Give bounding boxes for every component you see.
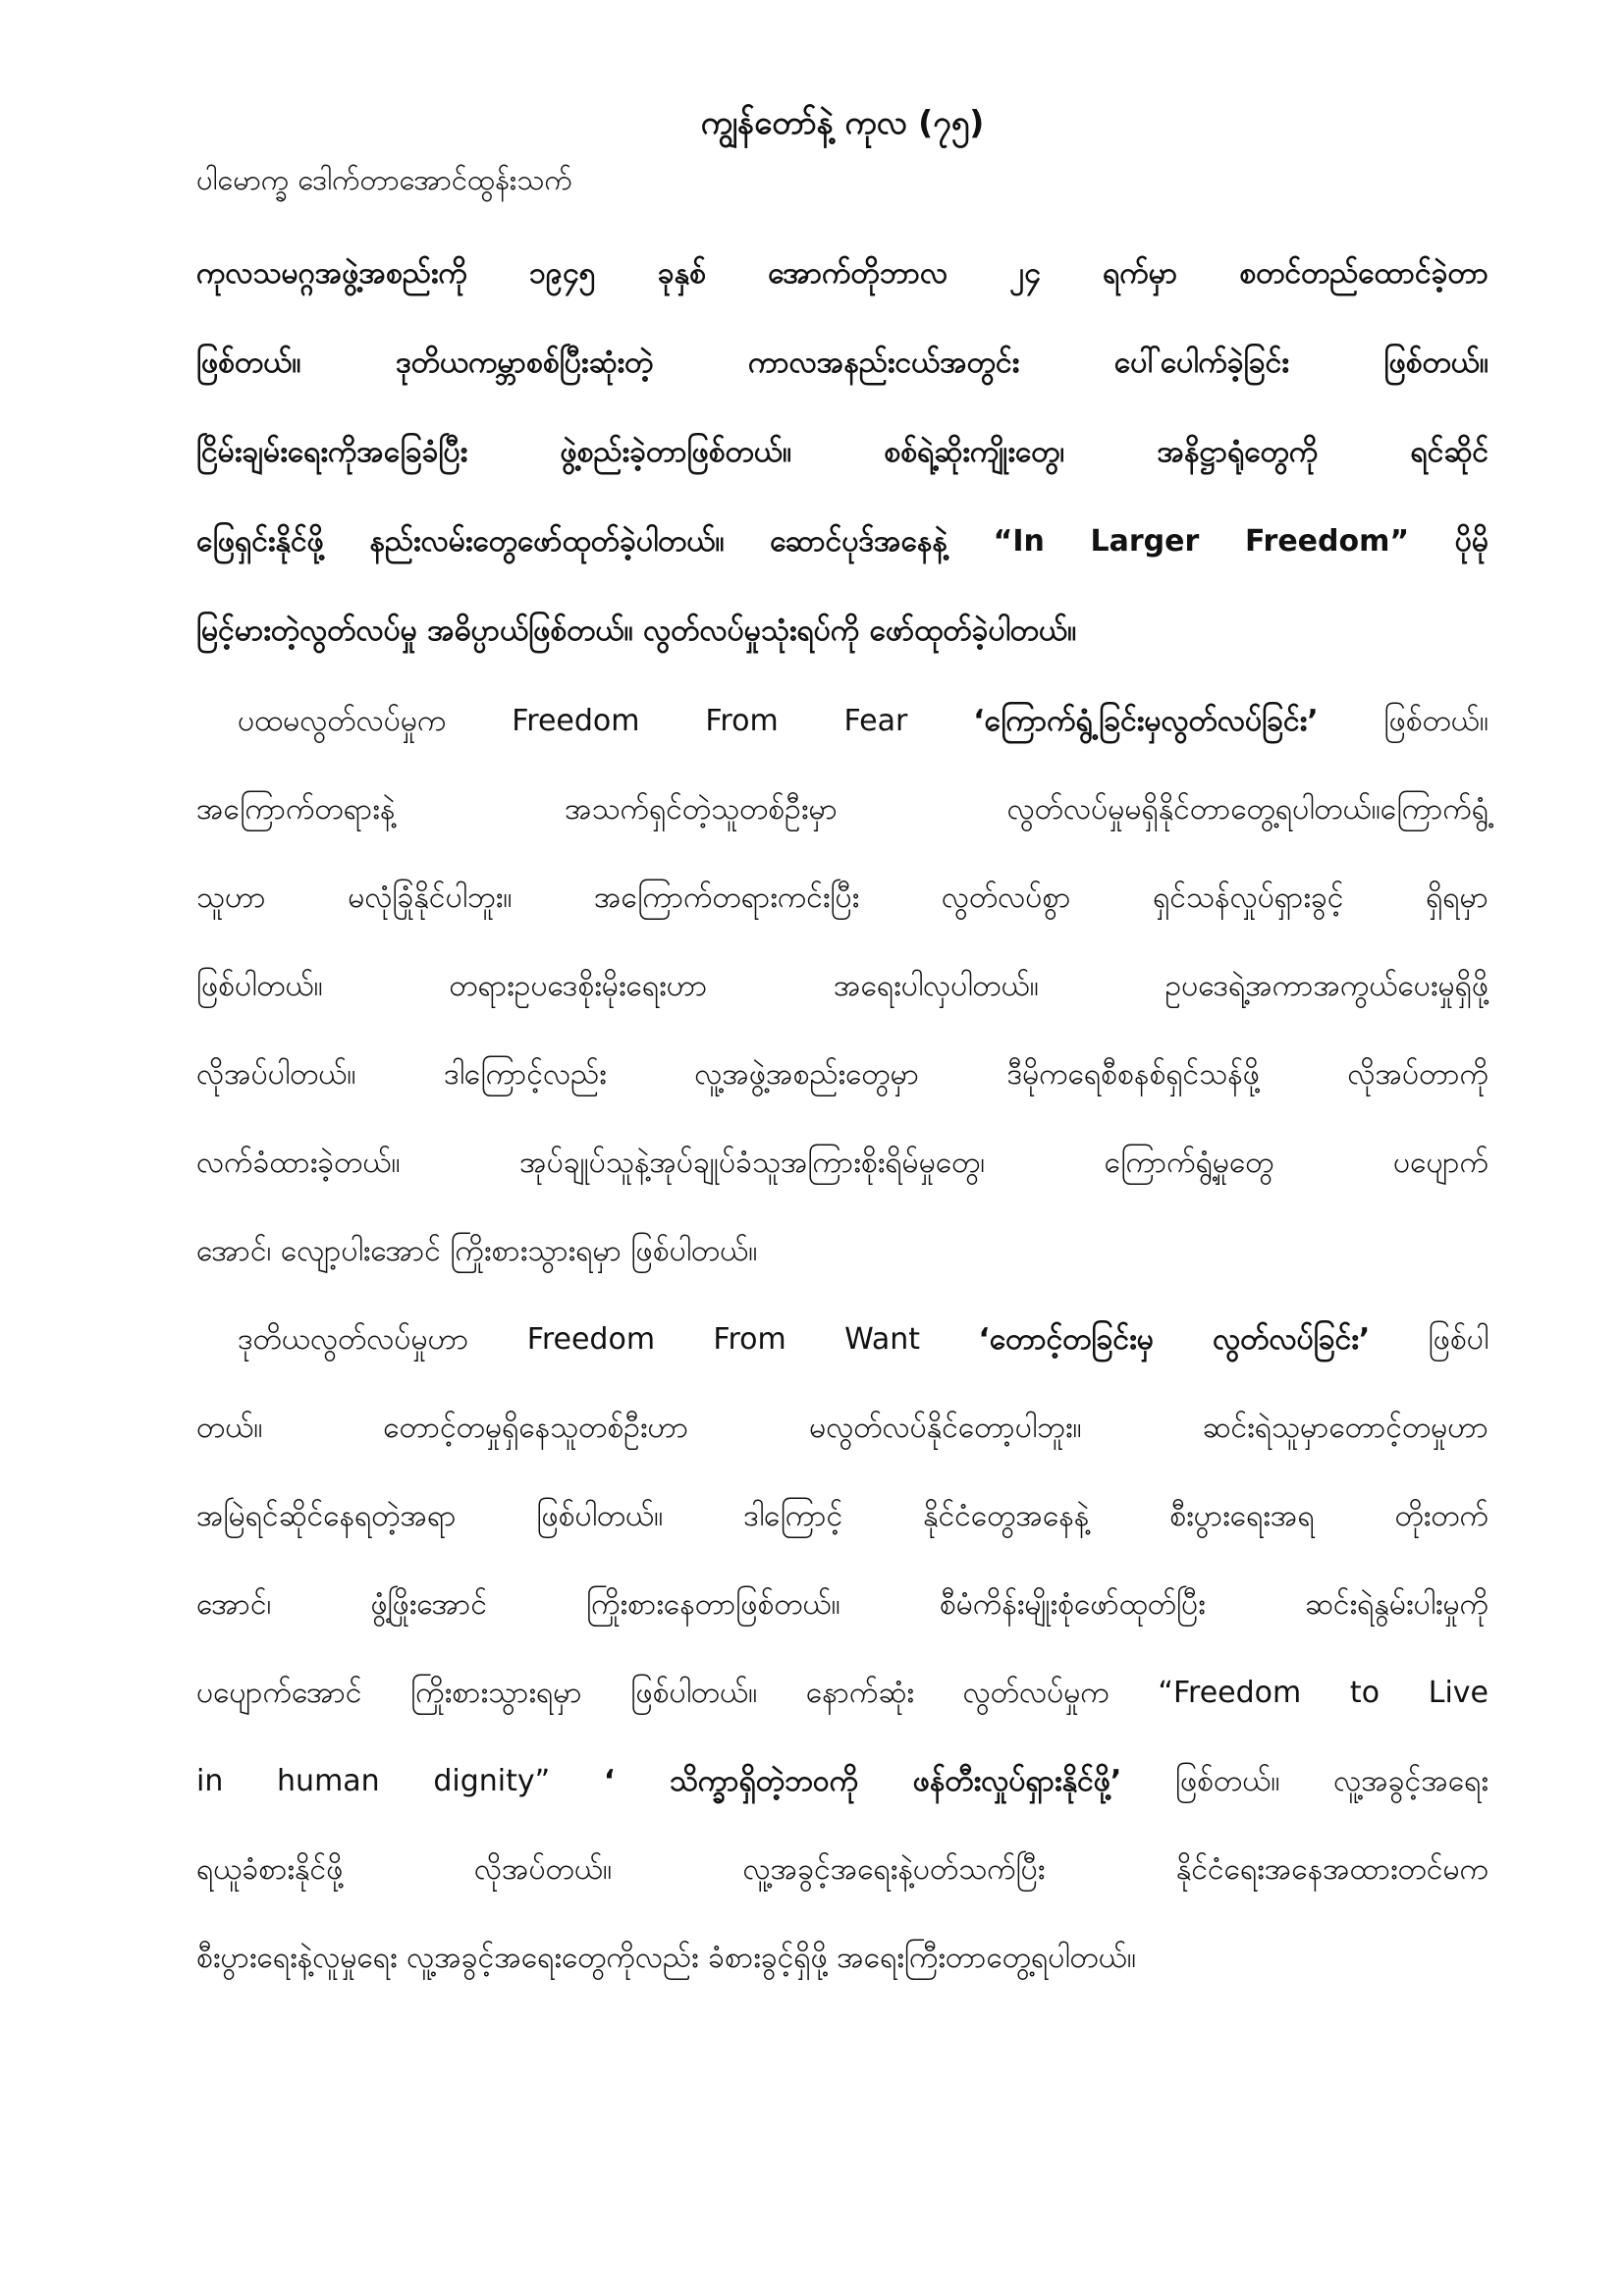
intro-line: ငြိမ်းချမ်းရေးကိုအခြေခံပြီး ဖွဲ့စည်းခဲ့တာဖြစ်တယ်။ စစ်ရဲ့ဆိုးကျိုးတွေ၊ အနိဋ္ဌာရုံတွေကို ရင်ဆိုင် xyxy=(196,435,1489,469)
para-line xyxy=(196,1737,1489,1826)
document-title: ကျွန်တော်နဲ့ ကုလ (၇၅) xyxy=(700,103,985,141)
intro-line: ကုလသမဂ္ဂအဖွဲ့အစည်းကို ၁၉၄၅ ခုနှစ် အောက်တိုဘာလ ၂၄ ရက်မှာ စတင်တည်ထောင်ခဲ့တာ xyxy=(196,256,1489,291)
para-line xyxy=(196,677,1489,766)
text-run: ပထမလွတ်လပ်မှုက Freedom From Fear xyxy=(238,704,974,738)
para-line: အောင်၊ ဖွံ့ဖြိုးအောင် ကြိုးစားနေတာဖြစ်တယ်။ စီမံကိန်းမျိုးစုံဖော်ထုတ်ပြီး ဆင်းရဲနွမ်းပါးမှုကို xyxy=(196,1587,1489,1622)
text-run: ဖြစ်တယ်။ လူ့အခွင့်အရေး xyxy=(1121,1764,1489,1798)
para-line: အောင်၊ လျော့ပါးအောင် ကြိုးစားသွားရမှာ ဖြစ်ပါတယ်။ xyxy=(196,1234,758,1268)
text-run: ဒုတိယလွတ်လပ်မှုဟာ Freedom From Want xyxy=(238,1322,979,1357)
text-run: in human dignity” xyxy=(196,1764,604,1798)
bold-term: ‘ သိက္ခာရှိတဲ့ဘဝကို ဖန်တီးလှုပ်ရှားနိုင်ဖို့’ xyxy=(603,1764,1122,1798)
para-line: သူဟာ မလုံခြုံနိုင်ပါဘူး။ အကြောက်တရားကင်းပြီး လွတ်လပ်စွာ ရှင်သန်လှုပ်ရှားခွင့် ရှိရမှာ xyxy=(196,881,1489,915)
text-run: ဖြစ်ပါ xyxy=(1370,1322,1489,1357)
author-line: ပါမောက္ခ ဒေါက်တာအောင်ထွန်းသက် xyxy=(196,163,572,196)
paragraph-freedom-from-fear xyxy=(196,677,1489,1296)
bold-term: ‘တောင့်တခြင်းမှ လွတ်လပ်ခြင်း’ xyxy=(978,1322,1371,1357)
para-line: အမြဲရင်ဆိုင်နေရတဲ့အရာ ဖြစ်ပါတယ်။ ဒါကြောင့် နိုင်ငံတွေအနေနဲ့ စီးပွားရေးအရ တိုးတက် xyxy=(196,1499,1489,1533)
bold-term: ‘ကြောက်ရွံ့ခြင်းမှလွတ်လပ်ခြင်း’ xyxy=(973,704,1319,738)
para-line: ရယူခံစားနိုင်ဖို့ လိုအပ်တယ်။ လူ့အခွင့်အရေးနဲ့ပတ်သက်ပြီး နိုင်ငံရေးအနေအထားတင်မက xyxy=(196,1852,1489,1887)
para-line: တယ်။ တောင့်တမှုရှိနေသူတစ်ဦးဟာ မလွတ်လပ်နိုင်တော့ပါဘူး။ ဆင်းရဲသူမှာတောင့်တမှုဟာ xyxy=(196,1411,1489,1445)
para-line: လက်ခံထားခဲ့တယ်။ အုပ်ချုပ်သူနဲ့အုပ်ချုပ်ခံသူအကြားစိုးရိမ်မှုတွေ၊ ကြောက်ရွံ့မှုတွေ ပပျောက် xyxy=(196,1146,1489,1180)
document-page xyxy=(196,93,1489,2002)
para-line: ဖြစ်ပါတယ်။ တရားဥပဒေစိုးမိုးရေးဟာ အရေးပါလှပါတယ်။ ဥပဒေရဲ့အကာအကွယ်ပေးမှုရှိဖို့ xyxy=(196,969,1489,1003)
para-line: လိုအပ်ပါတယ်။ ဒါကြောင့်လည်း လူ့အဖွဲ့အစည်းတွေမှာ ဒီမိုကရေစီစနစ်ရှင်သန်ဖို့ လိုအပ်တာကို xyxy=(196,1057,1489,1092)
intro-paragraph xyxy=(196,229,1489,675)
para-line: အကြောက်တရားနဲ့ အသက်ရှင်တဲ့သူတစ်ဦးမှာ လွတ်လပ်မှုမရှိနိုင်တာတွေ့ရပါတယ်။ကြောက်ရွံ့ xyxy=(196,792,1489,827)
para-line: စီးပွားရေးနဲ့လူမှုရေး လူ့အခွင့်အရေးတွေကိုလည်း ခံစားခွင့်ရှိဖို့ အရေးကြီးတာတွေ့ရပါတယ်။ xyxy=(196,1941,1136,1975)
text-run: ဖြစ်တယ်။ xyxy=(1318,704,1489,738)
paragraph-freedom-from-want xyxy=(196,1296,1489,2002)
para-line: ပပျောက်အောင် ကြိုးစားသွားရမှာ ဖြစ်ပါတယ်။ နောက်ဆုံး လွတ်လပ်မှုက “Freedom to Live xyxy=(196,1676,1489,1710)
intro-line: မြင့်မားတဲ့လွတ်လပ်မှု အဓိပ္ပာယ်ဖြစ်တယ်။ လွတ်လပ်မှုသုံးရပ်ကို ဖော်ထုတ်ခဲ့ပါတယ်။ xyxy=(196,614,1077,648)
intro-line: ဖြစ်တယ်။ ဒုတိယကမ္ဘာစစ်ပြီးဆုံးတဲ့ ကာလအနည်းငယ်အတွင်း ပေါ်ပေါက်ခဲ့ခြင်း ဖြစ်တယ်။ xyxy=(196,346,1489,380)
para-line xyxy=(196,1296,1489,1384)
intro-line: ဖြေရှင်းနိုင်ဖို့ နည်းလမ်းတွေဖော်ထုတ်ခဲ့ပါတယ်။ ဆောင်ပုဒ်အနေနဲ့ “In Larger Freedom” ပိုမို xyxy=(196,524,1489,559)
